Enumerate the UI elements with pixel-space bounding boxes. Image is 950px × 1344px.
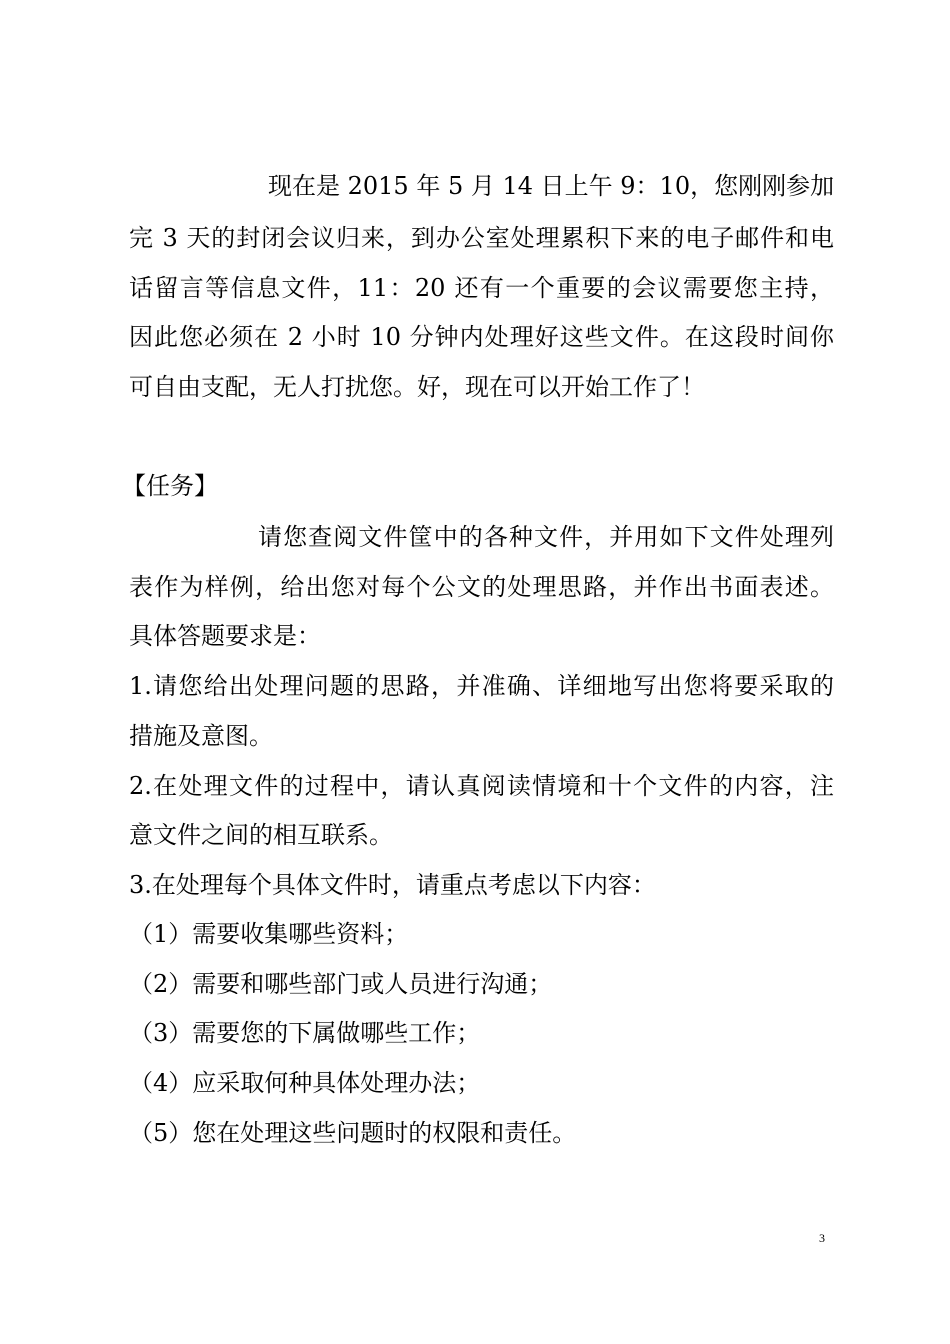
requirement-3-line-1: 3.在处理每个具体文件时，请重点考虑以下内容： [129, 871, 656, 899]
task-heading: 【任务】 [122, 472, 218, 500]
requirement-2-line-2: 意文件之间的相互联系。 [129, 821, 393, 849]
consideration-2: （2）需要和哪些部门或人员进行沟通； [129, 970, 553, 998]
consideration-5: （5）您在处理这些问题时的权限和责任。 [129, 1119, 577, 1147]
requirement-1-line-1: 1.请您给出处理问题的思路，并准确、详细地写出您将要采取的 [129, 672, 834, 700]
page-number: 3 [819, 1231, 825, 1245]
intro-line-1: 现在是 2015 年 5 月 14 日上午 9：10，您刚刚参加 [268, 172, 835, 200]
task-intro-line-2: 表作为样例，给出您对每个公文的处理思路，并作出书面表述。 [129, 573, 834, 601]
intro-line-4: 因此您必须在 2 小时 10 分钟内处理好这些文件。在这段时间你 [129, 323, 834, 351]
consideration-1: （1）需要收集哪些资料； [129, 920, 409, 948]
consideration-3: （3）需要您的下属做哪些工作； [129, 1019, 481, 1047]
task-intro-line-1: 请您查阅文件筐中的各种文件，并用如下文件处理列 [258, 523, 834, 551]
requirement-1-line-2: 措施及意图。 [129, 722, 273, 750]
intro-line-5: 可自由支配，无人打扰您。好，现在可以开始工作了！ [129, 373, 705, 401]
consideration-4: （4）应采取何种具体处理办法； [129, 1069, 481, 1097]
intro-line-3: 话留言等信息文件，11：20 还有一个重要的会议需要您主持， [129, 274, 834, 302]
task-intro-line-3: 具体答题要求是： [129, 622, 321, 650]
intro-line-2: 完 3 天的封闭会议归来，到办公室处理累积下来的电子邮件和电 [129, 224, 834, 252]
requirement-2-line-1: 2.在处理文件的过程中，请认真阅读情境和十个文件的内容，注 [129, 772, 834, 800]
